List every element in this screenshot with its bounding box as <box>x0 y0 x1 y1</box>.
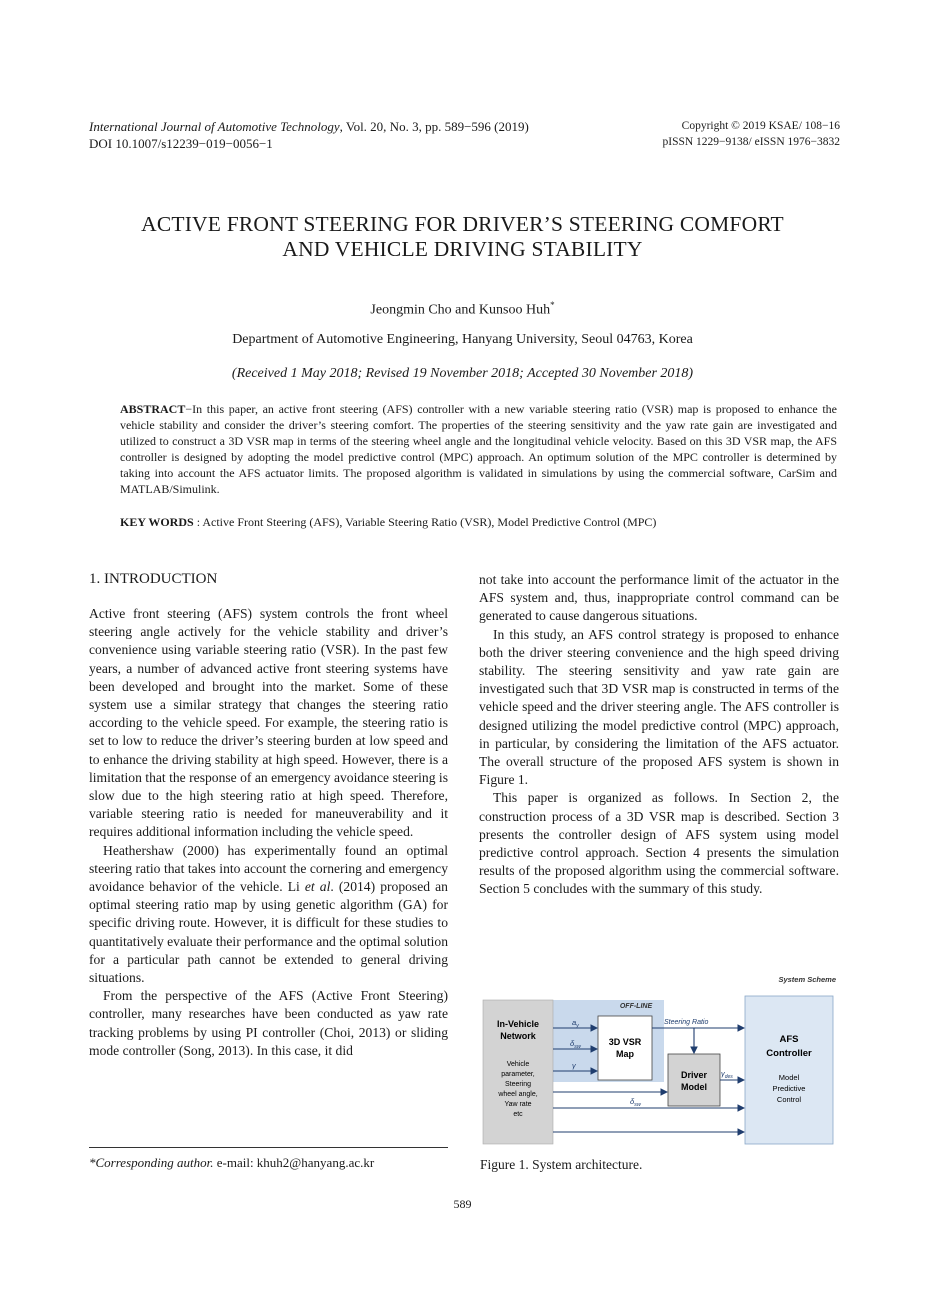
right-paragraph-3: This paper is organized as follows. In Section 2, the construction process of a 3D VSR map is described. Section 3 presents the controller design of AFS system using model predictive control approach. Section 4 presents the simulation results of the proposed algorithm using the commercial software. Section 5 concludes with the summary of this study. <box>479 790 839 897</box>
keywords-label: KEY WORDS <box>120 515 194 529</box>
authors <box>0 300 925 319</box>
vsr-map-label-1: 3D VSR <box>608 1037 642 1047</box>
vsr-map-label-2: Map <box>616 1049 634 1059</box>
intro-paragraph-3: From the perspective of the AFS (Active Front Steering) controller, many researches have been conducted as yaw rate tracking problems by using PI controller (Choi, 2013) or sliding mode controller (Song, 2013). In this case, it did <box>89 988 448 1058</box>
journal-citation <box>89 118 529 135</box>
citation-details: , Vol. 20, No. 3, pp. 589−596 (2019) <box>339 119 529 134</box>
abstract <box>120 401 837 497</box>
abstract-label: ABSTRACT <box>120 402 186 416</box>
driver-model-box <box>668 1054 720 1106</box>
signal-gamma-des: $\gamma_{des}$ <box>721 1069 733 1080</box>
driver-model-label-2: Model <box>681 1082 707 1092</box>
doi: DOI 10.1007/s12239−019−0056−1 <box>89 136 273 151</box>
keywords <box>120 514 837 530</box>
right-paragraph-2: In this study, an AFS control strategy is proposed to enhance both the driver steering convenience and the high speed driving stability. The steering sensitivity and yaw rate gain are investigated such that 3D VSR map is constructed in terms of the vehicle speed and the driver steering angle. The AFS controller is designed utilizing the model predictive control (MPC) approach, in particular, by considering the limitation of the AFS actuator. The overall structure of the proposed AFS system is shown in Figure 1. <box>479 626 839 788</box>
vsr-map-box <box>598 1016 652 1080</box>
intro-p2-etal: et al <box>304 879 331 895</box>
signal-dsw: $\delta_{sw}$ <box>570 1039 581 1050</box>
affiliation: Department of Automotive Engineering, Hanyang University, Seoul 04763, Korea <box>232 332 693 347</box>
afs-label-1: AFS <box>779 1034 799 1045</box>
journal-name: International Journal of Automotive Technology <box>89 119 340 134</box>
driver-model-label-1: Driver <box>680 1070 708 1080</box>
issn: pISSN 1229−9138/ eISSN 1976−3832 <box>662 136 840 148</box>
in-vehicle-desc-1: Vehicle <box>506 1061 530 1068</box>
in-vehicle-title-2: Network <box>500 1031 536 1041</box>
left-column <box>89 605 448 1060</box>
received-dates: (Received 1 May 2018; Revised 19 November 2018; Accepted 30 November 2018) <box>231 366 694 381</box>
in-vehicle-desc-3: Steering <box>504 1081 532 1088</box>
signal-gamma: γ <box>572 1061 576 1070</box>
in-vehicle-desc-2: parameter, <box>501 1071 535 1078</box>
system-architecture-diagram <box>480 970 840 1148</box>
intro-p2-text-a: Heathershaw (2000) has experimentally found an optimal steering ratio that takes into account the cornering and emergency avoidance behavior of the vehicle. Li <box>89 842 448 895</box>
footnote-rule <box>89 1147 448 1148</box>
offline-label: OFF-LINE <box>619 1003 653 1010</box>
signal-ay: $a_y$ <box>572 1018 579 1029</box>
scheme-label: System Scheme <box>778 975 836 984</box>
footnote-email: e-mail: khuh2@hanyang.ac.kr <box>213 1155 375 1170</box>
paper-title <box>80 212 845 262</box>
keywords-text: : Active Front Steering (AFS), Variable Steering Ratio (VSR), Model Predictive Control (MPC) <box>193 515 657 529</box>
afs-desc-3: Control <box>776 1095 802 1104</box>
signal-dsw-2: $\delta_{sw}$ <box>630 1097 641 1108</box>
figure-caption: Figure 1. System architecture. <box>480 1157 643 1172</box>
page-number: 589 <box>453 1197 472 1211</box>
right-column <box>479 571 839 899</box>
intro-p2-text-b: . (2014) proposed an optimal steering ratio map by using genetic algorithm (GA) for specific driving route. However, it is difficult for these studies to quantitatively evaluate their performance and the optimal solution for a particular path cannot be extended to general driving situations. <box>89 879 448 986</box>
steering-ratio-label: Steering Ratio <box>664 1019 709 1026</box>
title-line-2: AND VEHICLE DRIVING STABILITY <box>282 237 643 261</box>
copyright: Copyright © 2019 KSAE/ 108−16 <box>681 120 840 132</box>
section-heading-introduction: 1. INTRODUCTION <box>89 571 218 587</box>
afs-desc-1: Model <box>778 1073 800 1082</box>
afs-desc-2: Predictive <box>772 1084 806 1093</box>
corresponding-mark: * <box>550 300 555 310</box>
abstract-text: −In this paper, an active front steering (AFS) controller with a new variable steering ratio (VSR) map is proposed to enhance the vehicle stability and consider the driver’s steering comfort. The properties of the steering sensitivity and the yaw rate gain are investigated and utilized to construct a 3D VSR map in terms of the steering wheel angle and the longitudinal vehicle velocity. Based on this 3D VSR map, the AFS controller is designed by adopting the model predictive control (MPC) approach. An optimum solution of the MPC controller is determined by taking into account the AFS actuator limits. The proposed algorithm is validated in simulations by using the commercial software, CarSim and MATLAB/Simulink. <box>120 402 837 496</box>
in-vehicle-desc-5: Yaw rate <box>504 1101 532 1108</box>
author-names: Jeongmin Cho and Kunsoo Huh <box>370 302 551 318</box>
right-paragraph-1: not take into account the performance limit of the actuator in the AFS system and, thus, inappropriate control command can be generated to cause dangerous situations. <box>479 572 839 624</box>
in-vehicle-title-1: In-Vehicle <box>496 1019 540 1029</box>
title-line-1: ACTIVE FRONT STEERING FOR DRIVER’S STEERING COMFORT <box>141 212 784 236</box>
in-vehicle-desc-4: wheel angle, <box>498 1091 538 1098</box>
intro-paragraph-2 <box>89 842 448 988</box>
afs-controller-box <box>745 996 833 1144</box>
in-vehicle-desc-6: etc <box>513 1111 523 1118</box>
footnote <box>89 1155 374 1171</box>
footnote-label: *Corresponding author. <box>89 1155 214 1170</box>
intro-paragraph-1: Active front steering (AFS) system controls the front wheel steering angle actively for the vehicle stability and driver’s convenience using variable steering ratio (VSR). In the past few years, a number of advanced active front steering systems have been developed and brought into the market. Some of these system use a similar strategy that changes the steering ratio according to the vehicle speed. For example, the steering ratio is set to low to reduce the driver’s steering burden at low speed and to enhance the driving stability at high speed. However, there is a limitation that the response of an emergency avoidance steering is slow due to the high steering ratio at high speed. Therefore, variable steering ratio is needed for maneuverability and it requires additional information including the vehicle speed. <box>89 606 448 840</box>
afs-label-2: Controller <box>766 1048 812 1059</box>
